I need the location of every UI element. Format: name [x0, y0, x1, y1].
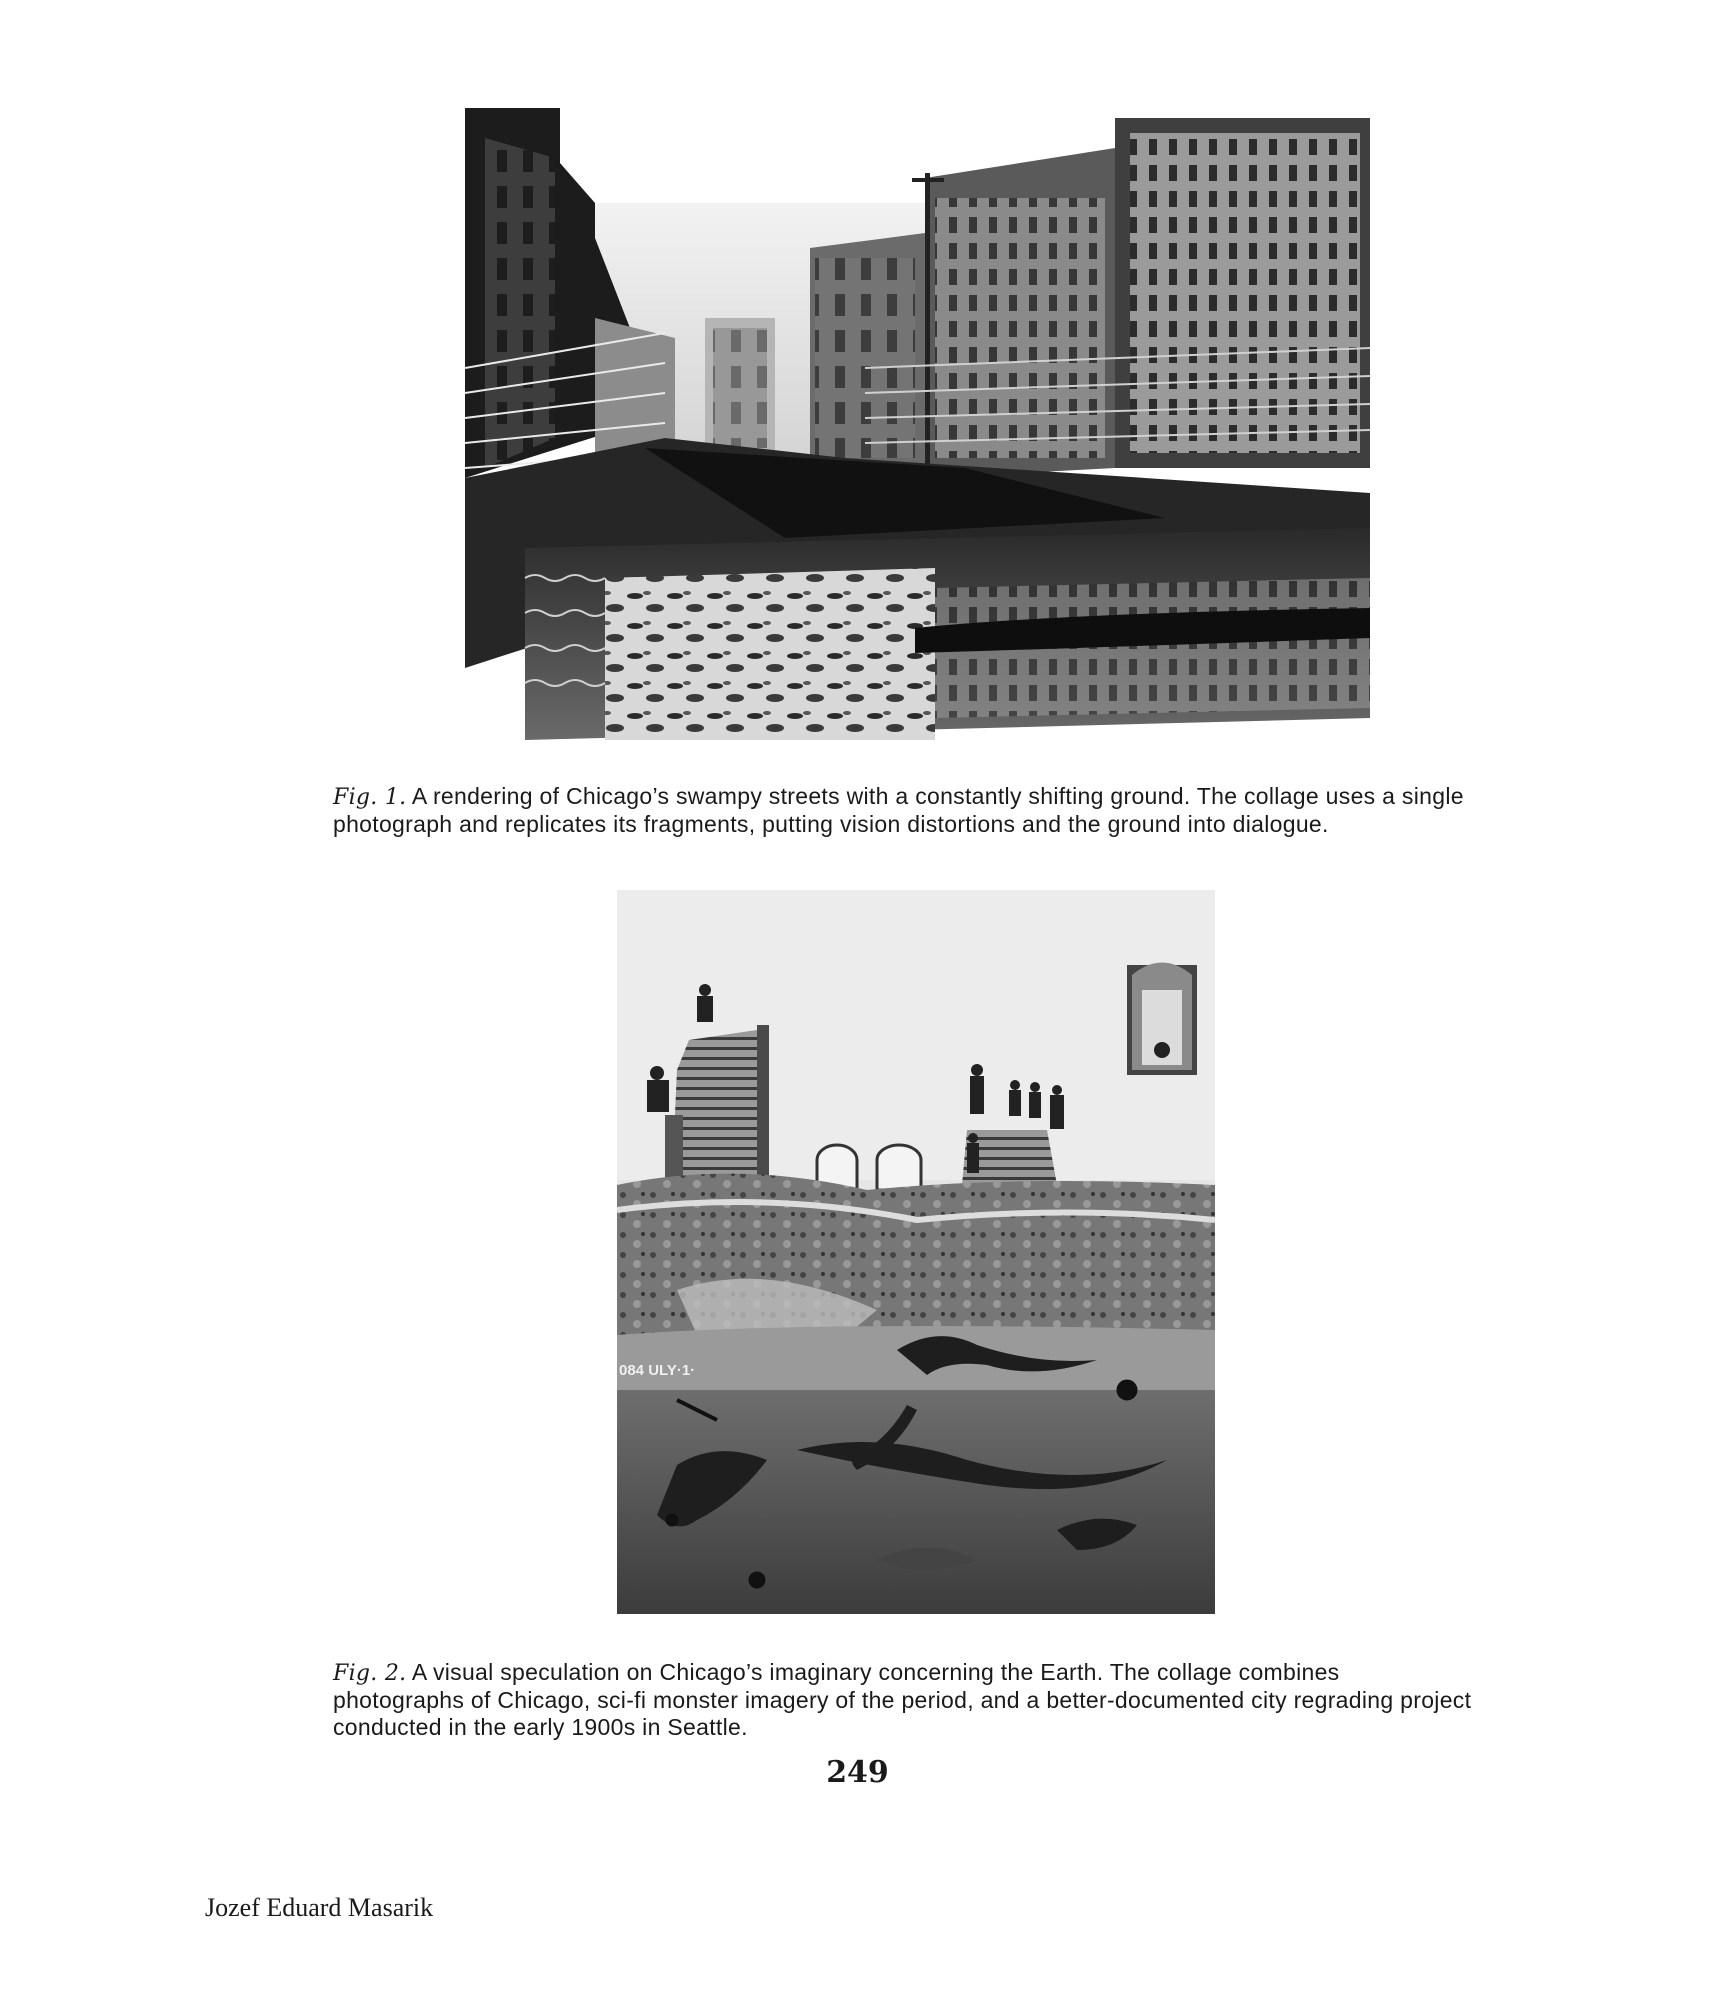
figure-2-collage: [617, 890, 1215, 1614]
page-number: 249: [826, 1755, 889, 1790]
figure-1-collage: [465, 108, 1370, 740]
figure-1-caption: [333, 783, 1473, 838]
figure-1-caption-text: A rendering of Chicago’s swampy streets with a constantly shifting ground. The collage uses a single photograph and replicates its fragments, putting vision distortions and the ground into dialogue.: [333, 783, 1464, 837]
figure-2-caption: [333, 1659, 1473, 1741]
photo-date-stamp: 084 ULY·1·: [619, 1362, 696, 1379]
figure-1-label: Fig. 1.: [333, 785, 407, 810]
author-name: Jozef Eduard Masarik: [205, 1893, 434, 1922]
figure-2-caption-text: A visual speculation on Chicago’s imaginary concerning the Earth. The collage combines photographs of Chicago, sci-fi monster imagery of the period, and a better-documented city regrading project conducted in the early 1900s in Seattle.: [333, 1659, 1472, 1740]
figure-2-label: Fig. 2.: [333, 1661, 407, 1686]
